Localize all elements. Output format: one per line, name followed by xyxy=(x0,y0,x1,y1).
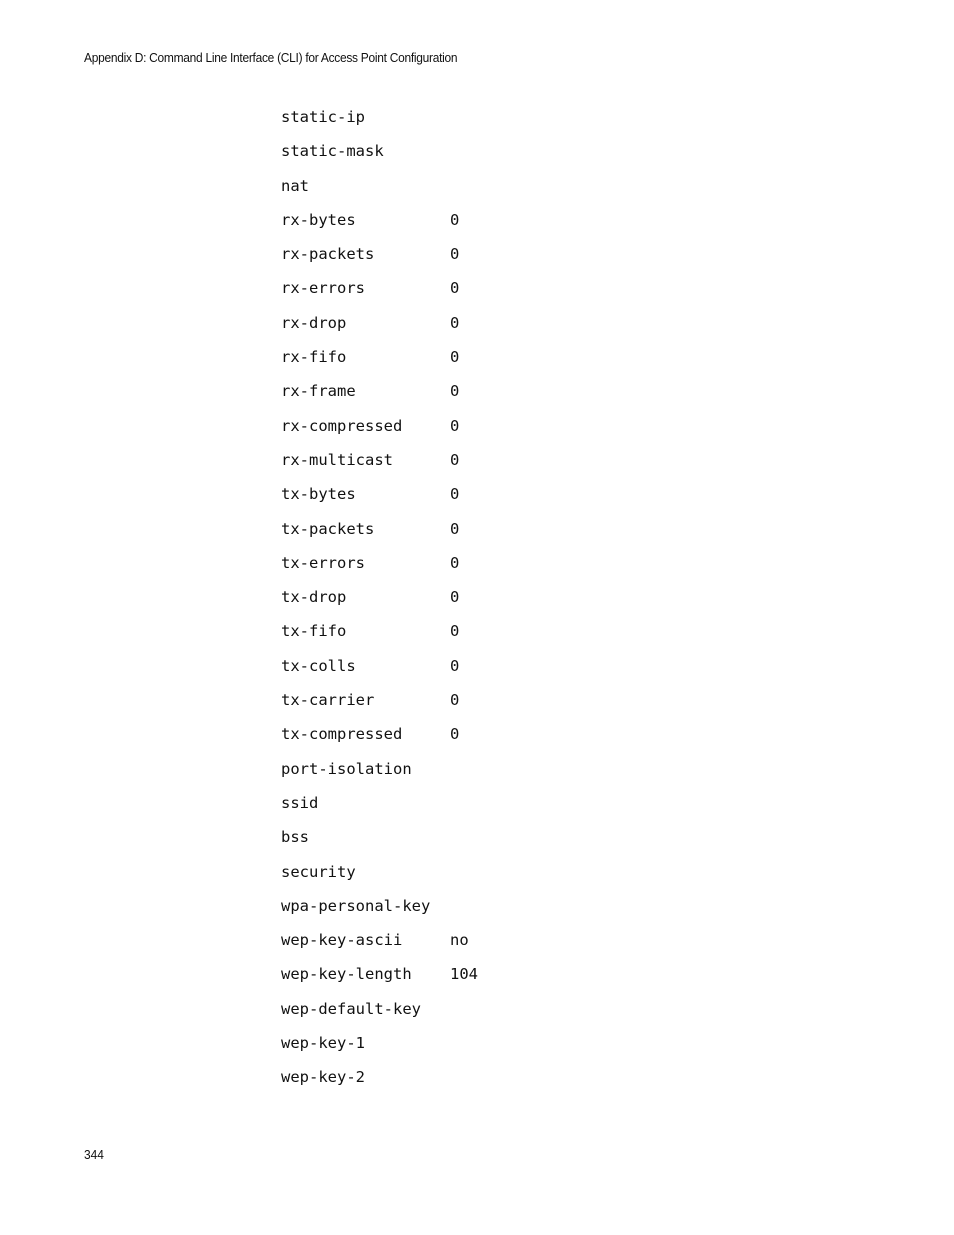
parameter-name: static-ip xyxy=(281,108,365,126)
parameter-name: wpa-personal-key xyxy=(281,896,431,915)
parameter-name: rx-multicast xyxy=(281,450,393,469)
parameter-name: rx-fifo xyxy=(281,348,347,367)
page-number: 344 xyxy=(84,1147,104,1162)
listing-row xyxy=(281,585,478,619)
listing-row xyxy=(281,517,478,551)
parameter-name: tx-drop xyxy=(281,588,347,607)
listing-row xyxy=(281,722,478,756)
listing-row xyxy=(281,345,478,379)
parameter-name: wep-key-length xyxy=(281,965,412,984)
parameter-value: 0 xyxy=(450,313,460,332)
parameter-name: rx-drop xyxy=(281,313,347,332)
parameter-value: 0 xyxy=(450,725,460,744)
listing-row xyxy=(281,619,478,653)
parameter-value: 0 xyxy=(450,656,460,675)
parameter-name: wep-key-1 xyxy=(281,1034,365,1053)
parameter-value: 0 xyxy=(450,588,460,607)
parameter-value: no xyxy=(450,931,469,950)
parameter-name: ssid xyxy=(281,793,319,812)
parameter-name: tx-errors xyxy=(281,553,365,572)
parameter-name: tx-colls xyxy=(281,656,356,675)
listing-row xyxy=(281,860,478,894)
listing-row xyxy=(281,825,478,859)
listing-row xyxy=(281,757,478,791)
parameter-name: rx-errors xyxy=(281,279,365,298)
listing-row xyxy=(281,414,478,448)
parameter-value: 0 xyxy=(450,245,460,264)
listing-row xyxy=(281,688,478,722)
parameter-value: 0 xyxy=(450,348,460,367)
cli-parameter-listing xyxy=(281,105,478,1100)
parameter-value: 0 xyxy=(450,553,460,572)
parameter-value: 0 xyxy=(450,622,460,641)
listing-row xyxy=(281,791,478,825)
parameter-name: wep-key-ascii xyxy=(281,931,403,950)
parameter-value: 0 xyxy=(450,382,460,401)
listing-row xyxy=(281,551,478,585)
listing-row xyxy=(281,482,478,516)
parameter-name: nat xyxy=(281,176,309,195)
listing-row xyxy=(281,105,478,139)
parameter-name: tx-bytes xyxy=(281,485,356,504)
parameter-value: 0 xyxy=(450,210,460,229)
parameter-value: 0 xyxy=(450,279,460,298)
parameter-value: 0 xyxy=(450,416,460,435)
parameter-value: 0 xyxy=(450,450,460,469)
listing-row xyxy=(281,208,478,242)
listing-row xyxy=(281,962,478,996)
listing-row xyxy=(281,1065,478,1099)
parameter-name: port-isolation xyxy=(281,759,412,778)
parameter-name: rx-bytes xyxy=(281,210,356,229)
listing-row xyxy=(281,174,478,208)
listing-row xyxy=(281,379,478,413)
parameter-name: security xyxy=(281,862,356,881)
parameter-name: tx-packets xyxy=(281,519,375,538)
parameter-value: 0 xyxy=(450,519,460,538)
parameter-value: 0 xyxy=(450,485,460,504)
parameter-name: static-mask xyxy=(281,142,384,161)
listing-row xyxy=(281,1031,478,1065)
listing-row xyxy=(281,311,478,345)
running-header: Appendix D: Command Line Interface (CLI) for Access Point Configuration xyxy=(84,50,458,65)
listing-row xyxy=(281,654,478,688)
parameter-value: 104 xyxy=(450,965,478,984)
listing-row xyxy=(281,894,478,928)
parameter-name: rx-packets xyxy=(281,245,375,264)
listing-row xyxy=(281,448,478,482)
listing-row xyxy=(281,997,478,1031)
parameter-name: tx-carrier xyxy=(281,691,375,710)
parameter-name: rx-compressed xyxy=(281,416,403,435)
parameter-name: rx-frame xyxy=(281,382,356,401)
listing-row xyxy=(281,139,478,173)
listing-row xyxy=(281,242,478,276)
parameter-name: wep-default-key xyxy=(281,999,421,1018)
parameter-name: bss xyxy=(281,828,309,847)
listing-row xyxy=(281,928,478,962)
parameter-value: 0 xyxy=(450,691,460,710)
listing-row xyxy=(281,276,478,310)
parameter-name: tx-compressed xyxy=(281,725,403,744)
parameter-name: wep-key-2 xyxy=(281,1068,365,1087)
parameter-name: tx-fifo xyxy=(281,622,347,641)
